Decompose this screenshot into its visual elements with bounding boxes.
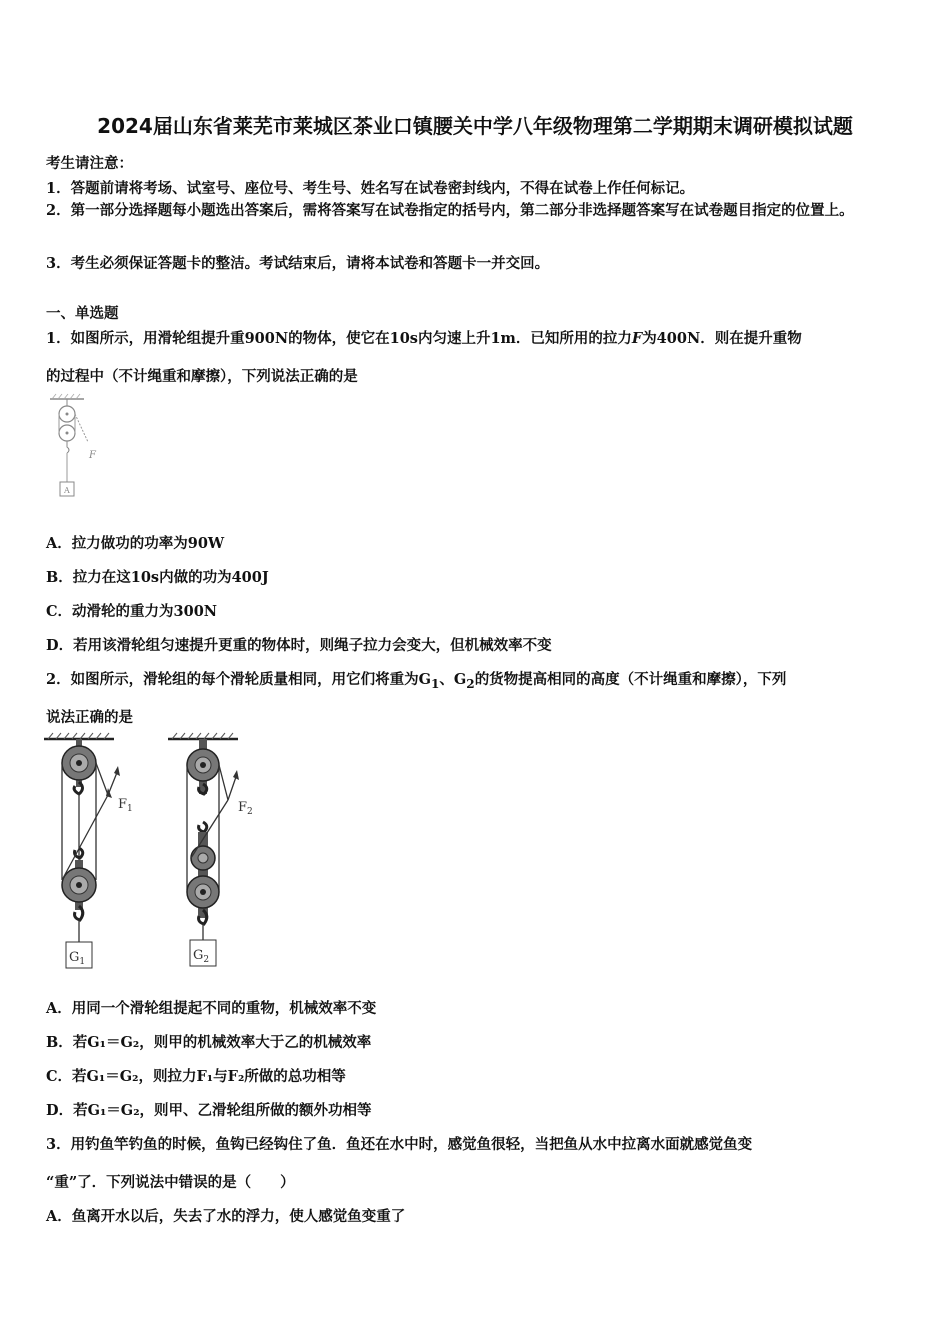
q2-stem-sub1: 1 — [430, 676, 440, 691]
q1-stem-part-b: 为400N．则在提升重物 — [642, 330, 802, 347]
q2-stem-line2: 说法正确的是 — [46, 709, 133, 726]
notice-item-3: 3．考生必须保证答题卡的整洁。考试结束后，请将本试卷和答题卡一并交回。 — [46, 255, 550, 272]
q2-option-d: D．若G₁＝G₂，则甲、乙滑轮组所做的额外功相等 — [46, 1102, 372, 1119]
q2-force-label-1: $F_1$ — [118, 797, 133, 814]
q3-stem-line1: 3．用钓鱼竿钓鱼的时候，鱼钩已经钩住了鱼．鱼还在水中时，感觉鱼很轻，当把鱼从水中拉离水面就感觉鱼变 — [46, 1136, 753, 1153]
q1-stem-line1 — [46, 327, 802, 348]
q2-load-label-2: $G_2$ — [193, 948, 210, 965]
section-heading: 一、单选题 — [46, 305, 119, 322]
q2-force-label-2: $F_2$ — [238, 800, 253, 817]
q2-system-2 — [168, 733, 239, 966]
q2-stem-part-c: 的货物提高相同的高度（不计绳重和摩擦），下列 — [474, 671, 787, 688]
q1-stem-line2: 的过程中（不计绳重和摩擦），下列说法正确的是 — [46, 368, 358, 385]
notice-item-1: 1．答题前请将考场、试室号、座位号、考生号、姓名写在试卷密封线内，不得在试卷上作任何标记。 — [46, 180, 695, 197]
q2-system-1 — [44, 733, 120, 968]
q2-stem-part-a: 2．如图所示，滑轮组的每个滑轮质量相同，用它们将重为G — [46, 671, 431, 688]
q1-load-label: A — [64, 486, 70, 495]
q1-hook — [67, 441, 69, 453]
q1-option-c: C．动滑轮的重力为300N — [46, 603, 218, 620]
q2-stem-line1 — [46, 668, 786, 691]
q2-stem-sub2: 2 — [466, 676, 475, 691]
q1-option-a: A．拉力做功的功率为90W — [46, 535, 225, 552]
q1-option-d: D．若用该滑轮组匀速提升更重的物体时，则绳子拉力会变大，但机械效率不变 — [46, 637, 552, 654]
q3-option-a: A．鱼离开水以后，失去了水的浮力，使人感觉鱼变重了 — [46, 1208, 406, 1225]
page-title: 2024届山东省莱芜市莱城区茶业口镇腰关中学八年级物理第二学期期末调研模拟试题 — [97, 114, 853, 138]
notice-item-2: 2．第一部分选择题每小题选出答案后，需将答案写在试卷指定的括号内，第二部分非选择题答案写在试卷题目指定的位置上。 — [46, 202, 854, 219]
q2-option-b: B．若G₁＝G₂，则甲的机械效率大于乙的机械效率 — [46, 1034, 372, 1051]
q2-pulley-figure — [40, 730, 270, 975]
q2-stem-part-b: 、G — [439, 671, 467, 688]
q1-force-label: F — [89, 450, 96, 461]
q1-stem-part-a: 1．如图所示，用滑轮组提升重900N的物体，使它在10s内匀速上升1m．已知所用的拉力 — [46, 330, 632, 347]
q2-load-label-1: $G_1$ — [69, 950, 86, 967]
q1-rope-pull — [75, 414, 88, 442]
q2-option-c: C．若G₁＝G₂，则拉力F₁与F₂所做的总功相等 — [46, 1068, 346, 1085]
q2-option-a: A．用同一个滑轮组提起不同的重物，机械效率不变 — [46, 1000, 377, 1017]
q1-stem-variable: F — [631, 330, 643, 347]
notice-heading: 考生请注意： — [46, 155, 133, 172]
q3-stem-line2: “重”了．下列说法中错误的是（ ） — [46, 1174, 295, 1191]
q1-pulley-figure — [46, 392, 106, 504]
q1-option-b: B．拉力在这10s内做的功为400J — [46, 569, 269, 586]
